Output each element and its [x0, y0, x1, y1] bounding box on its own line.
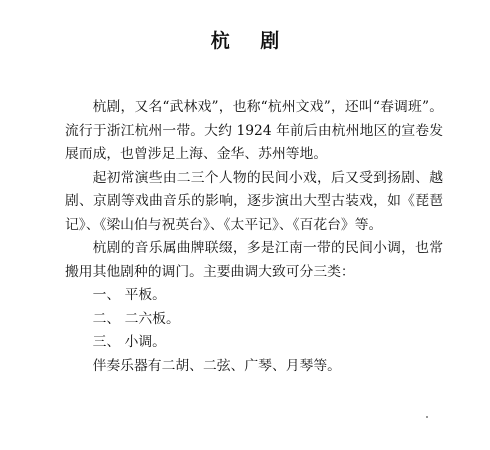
paragraph-music: 杭剧的音乐属曲牌联缀，多是江南一带的民间小调，也常搬用其他剧种的调门。主要曲调大致可分三类： [65, 240, 443, 280]
paragraph-history: 起初常演些由二三个人物的民间小戏，后又受到扬剧、越剧、京剧等戏曲音乐的影响，逐步演出大型古装戏，如《琵琶记》、《梁山伯与祝英台》、《太平记》、《百花台》等。 [65, 169, 443, 233]
document-body [65, 96, 443, 378]
page-title: 杭 剧 [210, 30, 292, 52]
paragraph-intro: 杭剧，又名“武林戏”，也称“杭州文戏”，还叫“春调班”。流行于浙江杭州一带。大约 1924 年前后由杭州地区的宣卷发展而成，也曾涉足上海、金华、苏州等地。 [65, 99, 443, 162]
scan-speck [426, 416, 428, 418]
list-item-xiaodiao: 三、 小调。 [92, 334, 166, 350]
list-item-pingban: 一、 平板。 [92, 287, 166, 303]
paragraph-accompaniment: 伴奏乐器有二胡、二弦、广琴、月琴等。 [92, 357, 341, 374]
list-item-erliuban: 二、 二六板。 [92, 310, 180, 327]
